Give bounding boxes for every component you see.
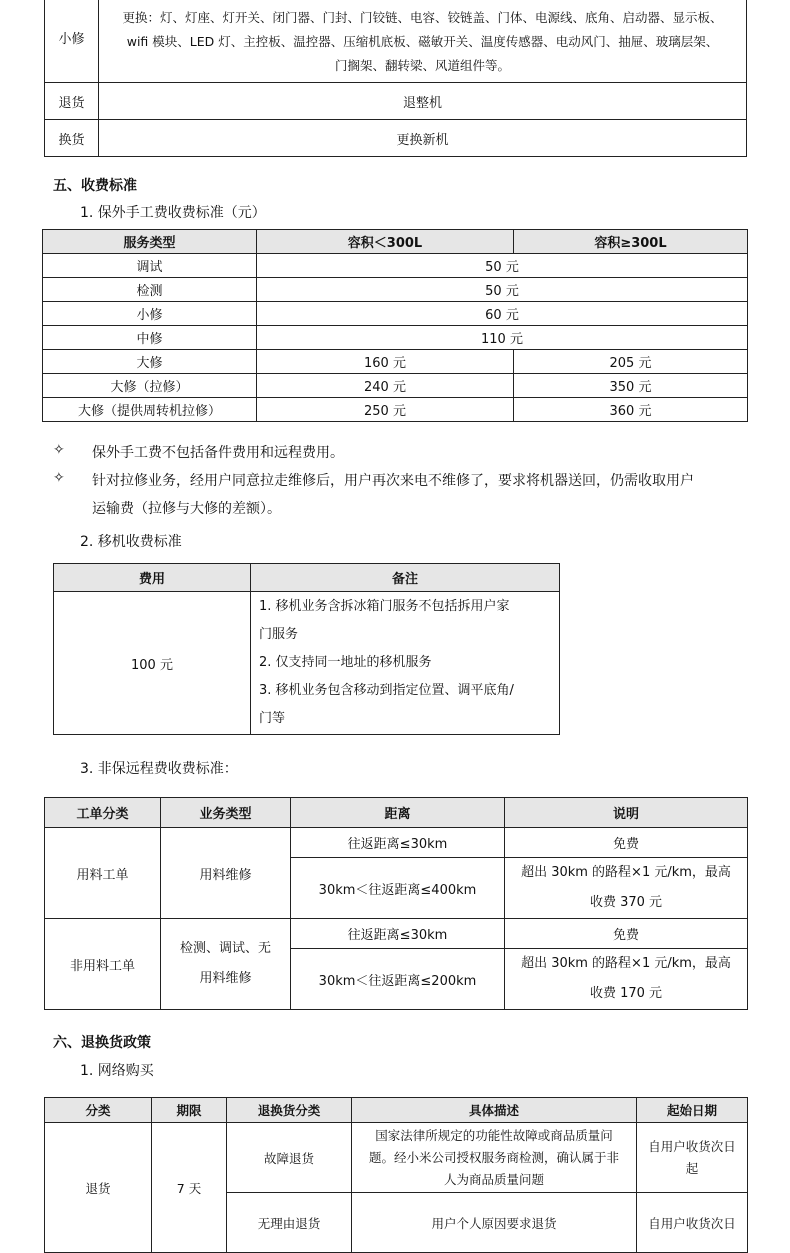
service-type: 检测 [43, 278, 257, 302]
move-fee-table [53, 563, 560, 735]
start-date [637, 1123, 748, 1193]
fee-value: 205 元 [514, 350, 748, 374]
header-cell: 容积＜300L [257, 230, 514, 254]
remark-line: 1. 移机业务含拆冰箱门服务不包括拆用户家 [259, 599, 510, 614]
order-category: 非用料工单 [45, 919, 161, 1010]
move-remarks [251, 592, 560, 735]
distance: 30km＜往返距离≤200km [291, 949, 505, 1010]
note-bullet-icon: ✧ [53, 442, 65, 458]
return-description [352, 1123, 637, 1193]
row-content: 更换新机 [99, 120, 747, 157]
return-type: 无理由退货 [227, 1193, 352, 1253]
note-text: 运输费（拉修与大修的差额）。 [92, 501, 281, 517]
fee-value: 50 元 [257, 254, 748, 278]
fee-table [42, 229, 748, 422]
service-type: 大修（拉修） [43, 374, 257, 398]
header-cell: 分类 [45, 1098, 152, 1123]
business-type [161, 919, 291, 1010]
content-line: wifi 模块、LED 灯、主控板、温控器、压缩机底板、磁敏开关、温度传感器、电动风门、抽屉、玻璃层架、 [126, 33, 719, 49]
fee-value: 160 元 [257, 350, 514, 374]
content-line: 门搁架、翻转梁、风道组件等。 [334, 57, 510, 73]
subsection-title: 3. 非保远程费收费标准： [80, 761, 238, 777]
description [505, 858, 748, 919]
remote-fee-table [44, 797, 748, 1010]
row-content: 退整机 [99, 83, 747, 120]
row-content [99, 0, 747, 83]
start-date-line: 起 [685, 1160, 699, 1176]
header-cell: 说明 [505, 798, 748, 828]
service-type: 中修 [43, 326, 257, 350]
note-text: 保外手工费不包括备件费用和远程费用。 [92, 445, 344, 461]
header-cell: 退换货分类 [227, 1098, 352, 1123]
return-period: 7 天 [152, 1123, 227, 1253]
order-category: 用料工单 [45, 828, 161, 919]
return-policy-table [44, 1097, 748, 1253]
fee-value: 360 元 [514, 398, 748, 422]
row-label: 退货 [45, 83, 99, 120]
distance: 30km＜往返距离≤400km [291, 858, 505, 919]
return-description: 用户个人原因要求退货 [352, 1193, 637, 1253]
description-line: 国家法律所规定的功能性故障或商品质量问 [375, 1127, 613, 1143]
start-date-line: 自用户收货次日 [648, 1138, 736, 1154]
distance: 往返距离≤30km [291, 828, 505, 858]
business-type-line: 用料维修 [199, 971, 252, 986]
fee-value: 240 元 [257, 374, 514, 398]
row-label: 换货 [45, 120, 99, 157]
business-type: 用料维修 [161, 828, 291, 919]
description-line: 超出 30km 的路程×1 元/km，最高 [521, 865, 731, 880]
description: 免费 [505, 828, 748, 858]
return-category: 退货 [45, 1123, 152, 1253]
service-type: 小修 [43, 302, 257, 326]
header-cell: 服务类型 [43, 230, 257, 254]
section-title: 五、收费标准 [53, 178, 137, 194]
fee-value: 110 元 [257, 326, 748, 350]
header-cell: 费用 [54, 564, 251, 592]
note-text: 针对拉修业务，经用户同意拉走维修后，用户再次来电不维修了，要求将机器送回，仍需收取用户 [92, 473, 694, 489]
header-cell: 具体描述 [352, 1098, 637, 1123]
header-cell: 工单分类 [45, 798, 161, 828]
header-cell: 期限 [152, 1098, 227, 1123]
remark-line: 3. 移机业务包含移动到指定位置、调平底角/ [259, 683, 514, 698]
start-date: 自用户收货次日 [637, 1193, 748, 1253]
description-line: 收费 170 元 [589, 986, 663, 1001]
service-type: 调试 [43, 254, 257, 278]
header-cell: 起始日期 [637, 1098, 748, 1123]
header-cell: 距离 [291, 798, 505, 828]
description-line: 题。经小米公司授权服务商检测，确认属于非 [368, 1149, 619, 1165]
header-cell: 业务类型 [161, 798, 291, 828]
section-title: 六、退换货政策 [53, 1035, 151, 1051]
description-line: 超出 30km 的路程×1 元/km，最高 [521, 956, 731, 971]
service-type: 大修（提供周转机拉修） [43, 398, 257, 422]
content-line: 更换：灯、灯座、灯开关、闭门器、门封、门铰链、电容、铰链盖、门体、电源线、底角、启动器、显示板、 [122, 9, 723, 25]
description-line: 人为商品质量问题 [443, 1171, 544, 1187]
note-bullet-icon: ✧ [53, 470, 65, 486]
distance: 往返距离≤30km [291, 919, 505, 949]
fee-value: 50 元 [257, 278, 748, 302]
fee-value: 60 元 [257, 302, 748, 326]
subsection-title: 1. 网络购买 [80, 1063, 154, 1079]
fee-value: 350 元 [514, 374, 748, 398]
return-type: 故障退货 [227, 1123, 352, 1193]
fee-value: 250 元 [257, 398, 514, 422]
service-type: 大修 [43, 350, 257, 374]
description-line: 收费 370 元 [589, 895, 663, 910]
subsection-title: 2. 移机收费标准 [80, 534, 182, 550]
header-cell: 容积≥300L [514, 230, 748, 254]
remark-line: 门服务 [259, 627, 299, 642]
business-type-line: 检测、调试、无 [179, 941, 271, 956]
header-cell: 备注 [251, 564, 560, 592]
move-fee-value: 100 元 [54, 592, 251, 735]
top-table [44, 0, 747, 157]
remark-line: 门等 [259, 711, 286, 726]
row-label: 小修 [45, 0, 99, 83]
description: 免费 [505, 919, 748, 949]
subsection-title: 1. 保外手工费收费标准（元） [80, 205, 266, 221]
remark-line: 2. 仅支持同一地址的移机服务 [259, 655, 432, 670]
description [505, 949, 748, 1010]
